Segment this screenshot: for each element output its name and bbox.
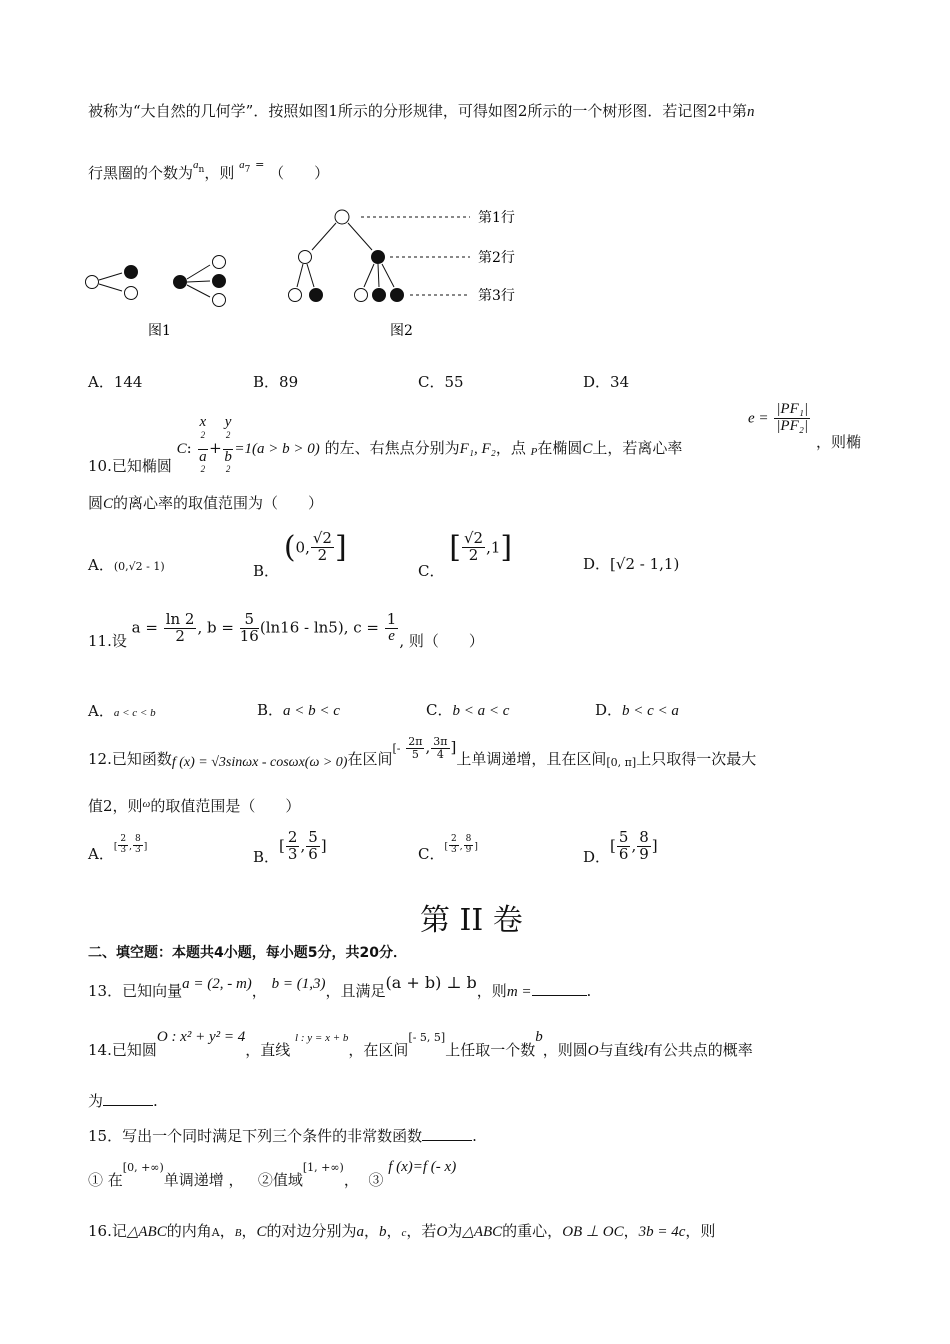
fig2-row3-black [373,289,386,302]
q15-line1: 15．写出一个同时满足下列三个条件的非常数函数 . [88,1127,477,1145]
q14-line1: 14.已知圆O : x² + y² = 4，直线 l : y = x + b，在区间[- 5, 5]上任取一个数b，则圆O与直线l有公共点的概率 [88,1029,753,1059]
fig1-hollow-circle [86,276,99,289]
q10-option-b: B． (0, $\frac{√2}{2}$ ] [253,529,347,580]
fig1-black-circle [213,275,226,288]
section-title: 第 II 卷 [420,903,523,938]
q10-option-a: A．(0,√2 - 1) [88,556,165,574]
q11-option-c: C．b < a < c [426,701,510,719]
q10-line1: 10.已知椭圆 C: x $^2$ a $^2$ + y $^2$ b $^2$ =1(a > b > 0) 的左、右焦点分别为F₁, F₂，点 $_P$在椭圆C上，若离心率 [88,414,683,475]
q12-option-c: C．[ $\frac{2}{3}$ , $\frac{8}{9}$ ] [418,834,478,863]
fill-in-heading: 二、填空题：本题共4小题，每小题5分，共20分． [88,945,407,961]
fig2-row3-black [391,289,404,302]
q11-option-a: A．a < c < b [88,702,156,720]
q9-line1: 被称为“大自然的几何学”．按照如图1所示的分形规律，可得如图2所示的一个树形图．若记图2中第n [88,102,755,120]
q11-option-b: B．a < b < c [257,701,340,719]
q15-answer-blank[interactable] [422,1128,472,1141]
q12-line1: 12.已知函数f (x) = √3sinωx - cosωx(ω > 0)在区间[- $\frac{2\pi}{5}$ , $\frac{3\pi}{4}$ ]上单调递增，且在区间$_{[0, \pi]}$上只取得一次最大 [88,735,757,771]
fig2-row3-hollow [289,289,302,302]
q13-line: 13．已知向量a = (2, - m)， b = (1,3)，且满足(a + b) ⊥ b，则m = . [88,973,592,1000]
q10-option-c: C． [ $\frac{√2}{2}$ ,1] [418,529,513,580]
q14-answer-blank[interactable] [103,1093,153,1106]
fig1-label: 图1 [148,323,171,339]
q13-answer-blank[interactable] [532,983,587,996]
q9-option-c: C．55 [418,373,464,391]
q12-option-a: A．[ $\frac{2}{3}$ , $\frac{8}{3}$ ] [88,834,148,863]
fig2-row2-hollow [299,251,312,264]
row3-label: 第3行 [478,288,515,304]
q10-eccentricity: e = $\frac{\text{|PF₁|}}{\text{|PF₂|}}$ [748,401,809,434]
q11-option-d: D．b < c < a [595,701,679,719]
q9-option-d: D．34 [583,373,630,391]
q16-line: 16.记△ABC的内角A，B，C的对边分别为a，b，c，若O为△ABC的重心，OB ⊥ OC，3b = 4c，则 [88,1222,716,1240]
fig2-row1-circle [335,210,349,224]
fig2-row3-hollow [355,289,368,302]
fig1-hollow-circle [125,287,138,300]
fig2-row3-black [310,289,323,302]
row1-label: 第1行 [478,210,515,226]
q10-then: ，则椭 [816,433,862,451]
q10-line2: 圆C的离心率的取值范围为（ ） [88,494,324,512]
fig2-row2-black [372,251,385,264]
fig1-black-circle [174,276,187,289]
q9-option-b: B．89 [253,373,299,391]
q15-conditions: ① 在[0, +∞)单调递增 ， ②值域[1, +∞)， ③ f (x)=f (- x) [88,1159,457,1189]
q9-figures [80,205,560,345]
q9-line2: 行黑圈的个数为$a_n$，则 $a_7$ = （ ） [88,158,330,182]
q12-option-d: D．[ $\frac{5}{6}$ , $\frac{8}{9}$ ] [583,828,658,867]
fig1-black-circle [125,266,138,279]
q9-option-a: A．144 [88,373,143,391]
q12-line2: 值2，则$^\omega$的取值范围是（ ） [88,797,301,815]
q12-option-b: B．[ $\frac{2}{3}$ , $\frac{5}{6}$ ] [253,828,327,867]
fig2-label: 图2 [390,323,413,339]
fig1-hollow-circle [213,294,226,307]
q10-option-d: D．[√2 - 1,1) [583,555,680,573]
fig1-hollow-circle [213,256,226,269]
q11-line: 11.设 a = $\frac{\ln 2}{2}$ , b = $\frac{5}{16}$ (ln16 - ln5), c = $\frac{1}{e}$ , 则（ ） [88,610,484,651]
row2-label: 第2行 [478,250,515,266]
q14-line2: 为 . [88,1092,158,1110]
